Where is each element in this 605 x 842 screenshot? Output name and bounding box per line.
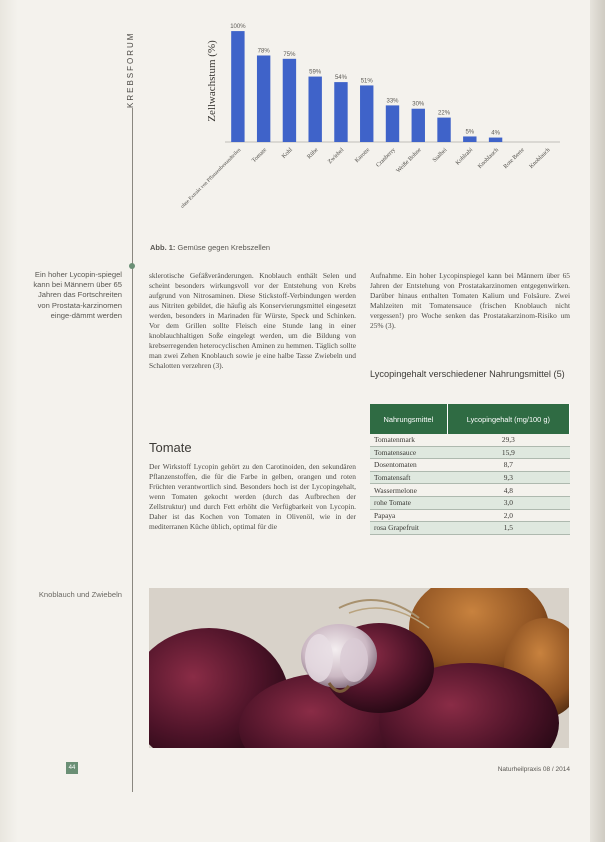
x-tick-label: Kohlrabi [454, 147, 475, 167]
data-label: 75% [283, 51, 296, 58]
table-cell-value: 1,5 [447, 522, 569, 535]
data-label: 5% [465, 129, 475, 136]
x-tick-label: Tomate [251, 147, 269, 165]
table-cell-value: 3,0 [447, 496, 569, 509]
table-header-lycopin: Lycopingehalt (mg/100 g) [447, 404, 569, 434]
table-row [370, 484, 570, 497]
x-tick-label: Ssalbei [431, 147, 449, 164]
body-text-tomate: Der Wirkstoff Lycopin gehört zu den Carotinoiden, den sekundären Pflanzenstoffen, die für die Farbe in gelben, orangen und roten Früchten verantwortlich sind. Besonders hoch ist der Lycopingehalt, wenn Tomaten gekocht werden (durch das Aufbrechen der Zellstruktur) und durch Fett erhöht die Verfügbarkeit von Lycopin. Daher ist das Kochen von Tomaten in Olivenöl, wie in der mediterranen Küche üblich, optimal für die [149, 462, 356, 531]
x-tick-label: Knoblauch [528, 147, 552, 171]
x-tick-label: Zwiebel [327, 147, 346, 166]
table-cell-value: 8,7 [447, 459, 569, 472]
table-cell-food: Papaya [370, 509, 447, 522]
table-cell-food: Wassermelone [370, 484, 447, 497]
x-tick-label: Cranberry [375, 147, 397, 169]
bar [463, 136, 476, 142]
section-label: KREBSFORUM [126, 31, 135, 108]
caption-number: Abb. 1: [150, 243, 176, 252]
rail-dot [129, 263, 135, 269]
footer-journal: Naturheilpraxis 08 / 2014 [497, 766, 570, 773]
table-cell-food: rohe Tomate [370, 496, 447, 509]
y-axis-label: Zellwachstum (%) [206, 40, 218, 122]
data-label: 100% [230, 24, 246, 31]
bar-chart [140, 12, 580, 242]
bar [257, 55, 270, 142]
page-right-edge [590, 0, 605, 842]
table-cell-food: Dosentomaten [370, 459, 447, 472]
rail-line [132, 108, 133, 792]
margin-note: Ein hoher Lycopin-spiegel kann bei Männern über 65 Jahren das Fortschreiten von Prostata-karzinomen einge-dämmt werden [33, 270, 122, 320]
table-cell-value: 4,8 [447, 484, 569, 497]
x-tick-label: Rübe [306, 147, 320, 161]
data-label: 22% [438, 110, 451, 117]
table-cell-food: Tomatensauce [370, 446, 447, 459]
bar [283, 59, 296, 142]
bar [412, 109, 425, 142]
table-cell-value: 29,3 [447, 434, 569, 446]
body-text-col2: Aufnahme. Ein hoher Lycopinspiegel kann bei Männern über 65 Jahren der Entstehung von Prostatakarzinomen entgegenwirken. Darüber hinaus enthalten Tomaten Kalium und Folsäure. Zwei Mahlzeiten mit Tomatensauce (frischen Knoblauch nicht vergessen!) pro Woche senken das Prostatakarzinom-Risiko um 25% (3). [370, 271, 570, 330]
x-tick-label: Weiße Bohne [395, 147, 423, 175]
heading-tomate: Tomate [149, 440, 192, 455]
photo-caption-note: Knoblauch und Zwiebeln [38, 590, 122, 599]
table-row [370, 434, 570, 446]
data-label: 78% [257, 48, 270, 55]
data-label: 4% [491, 130, 500, 137]
table-cell-food: rosa Grapefruit [370, 522, 447, 535]
bar [437, 118, 450, 142]
lycopin-table [370, 404, 570, 535]
table-row [370, 459, 570, 472]
bar [360, 85, 373, 142]
table-row [370, 522, 570, 535]
bar [386, 105, 399, 142]
table-cell-value: 15,9 [447, 446, 569, 459]
data-label: 54% [334, 75, 347, 82]
bar [334, 82, 347, 142]
table-cell-value: 9,3 [447, 471, 569, 484]
body-text-col1: sklerotische Gefäßveränderungen. Knoblauch enthält Selen und scheint besonders wirkungsvoll vor der Entstehung von Krebs aufgrund von Nitrosaminen. Diese Stickstoff-Verbindungen werden aus Nitriten gebildet, die häufig als Konservierungsmittel eingesetzt werden, besonders in Marinaden für Würste, Speck und Schinken. Vor dem Grillen sollte Fleisch eine Stunde lang in einer knoblauchhaltigen Soße eingelegt werden, um die Bildung von krebserregenden heterocyclischen Aminen zu hemmen. Täglich sollte man zwei Zehen Knoblauch sowie je eine halbe Tasse Zwiebeln und Schalotten verzehren (3). [149, 271, 356, 370]
x-tick-label: Knoblauch [477, 147, 500, 171]
table-cell-food: Tomatensaft [370, 471, 447, 484]
table-row [370, 509, 570, 522]
table-cell-value: 2,0 [447, 509, 569, 522]
page-left-shadow [0, 0, 18, 842]
data-label: 30% [412, 101, 425, 108]
figure-caption [150, 243, 450, 252]
x-tick-label: Karotte [354, 147, 372, 165]
bar [308, 77, 321, 142]
table-heading: Lycopingehalt verschiedener Nahrungsmittel (5) [370, 369, 565, 379]
x-tick-label: Rote Beete [502, 147, 526, 171]
onion-garlic-illustration [149, 588, 569, 748]
table-header-food: Nahrungsmittel [370, 404, 447, 434]
data-label: 33% [386, 98, 399, 105]
caption-text: Gemüse gegen Krebszellen [175, 243, 271, 252]
data-label: 59% [309, 69, 322, 76]
onion-garlic-photo [149, 588, 569, 748]
bar [489, 138, 502, 142]
table-row [370, 496, 570, 509]
table-row [370, 471, 570, 484]
bar [231, 31, 244, 142]
x-tick-label: Kohl [281, 147, 294, 160]
x-tick-label: ohne Extrakt von Pflanzenbestandteilen [179, 147, 243, 210]
page-number: 44 [66, 762, 78, 774]
data-label: 51% [360, 78, 373, 85]
table-cell-food: Tomatenmark [370, 434, 447, 446]
table-row [370, 446, 570, 459]
